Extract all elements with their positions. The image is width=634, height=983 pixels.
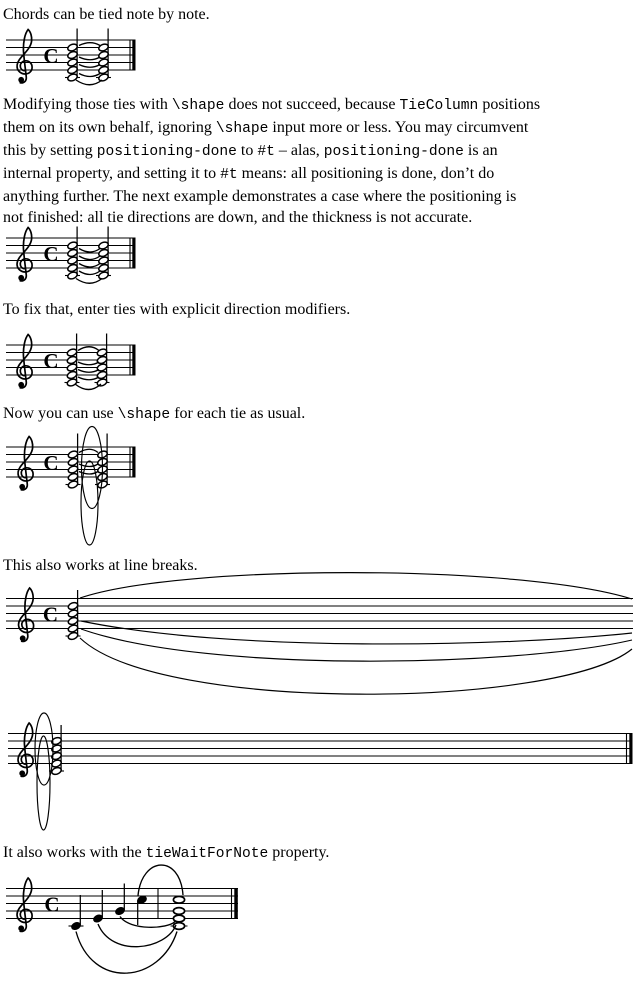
code-span: \shape [171,98,225,114]
staff-lines [6,599,633,629]
treble-clef-icon [17,30,32,83]
text-line [3,186,540,207]
text-span: This also works at line breaks. [3,557,198,574]
code-span: #t [257,144,275,160]
paragraph-intro [3,4,210,25]
code-span: TieColumn [399,98,479,114]
treble-clef-icon [19,588,34,641]
music-example-5 [0,565,634,702]
time-signature: C [44,892,60,917]
whole-note-chord [171,896,188,929]
music-example-1 [0,26,634,96]
text-span: does not succeed, because [224,96,400,113]
paragraph-shape-issue [3,94,540,228]
text-line [3,117,540,140]
text-line [3,163,540,186]
text-span: them on its own behalf, ignoring [3,119,216,136]
chord [66,590,81,641]
text-span: to [236,142,258,159]
text-span: anything further. The next example demonstrates a case where the positioning is [3,188,517,205]
code-span: \shape [117,407,171,423]
text-span: Chords can be tied note by note. [3,6,210,23]
text-line [3,140,540,163]
text-span: positions [478,96,541,113]
code-span: positioning-done [96,144,237,160]
time-signature: C [43,451,59,475]
text-span: – alas, [274,142,324,159]
text-span: To fix that, enter ties with explicit direction modifiers. [3,301,351,318]
treble-clef-icon [18,723,33,776]
time-signature: C [43,44,59,68]
music-example-6 [0,706,634,832]
text-span: Now you can use [3,405,118,422]
shaped-tie-oval [37,736,50,830]
text-span: is an [463,142,498,159]
text-span: It also works with the [3,844,146,861]
code-span: #t [220,167,238,183]
treble-clef-icon [17,228,32,281]
treble-clef-icon [17,335,32,388]
text-span: not finished: all tie directions are down, and the thickness is not accurate. [3,209,473,226]
code-span: tieWaitForNote [145,846,269,862]
treble-clef-icon [17,878,32,931]
paragraph-fix [3,299,350,320]
music-example-7 [0,857,634,981]
code-span: positioning-done [323,144,464,160]
time-signature: C [42,602,59,627]
text-span: for each tie as usual. [170,405,306,422]
treble-clef-icon [18,437,33,490]
ties [76,865,183,973]
music-example-2 [0,224,634,296]
ties [35,713,53,830]
chord-1 [66,434,81,490]
time-signature: C [43,349,59,373]
text-line [3,299,350,320]
staff-lines [8,734,633,764]
music-example-3 [0,326,634,400]
note-4 [136,895,147,925]
music-example-4 [0,420,634,550]
text-span: property. [268,844,330,861]
text-line [3,94,540,117]
ties [80,573,632,695]
code-span: \shape [215,121,269,137]
time-signature: C [43,242,59,266]
text-span: input more or less. You may circumvent [268,119,529,136]
note-1 [69,895,84,931]
text-span: internal property, and setting it to [3,165,221,182]
text-span: this by setting [3,142,97,159]
text-line [3,4,210,25]
text-span: Modifying those ties with [3,96,172,113]
note-2 [92,890,103,923]
text-span: means: all positioning is done, don’t do [237,165,495,182]
